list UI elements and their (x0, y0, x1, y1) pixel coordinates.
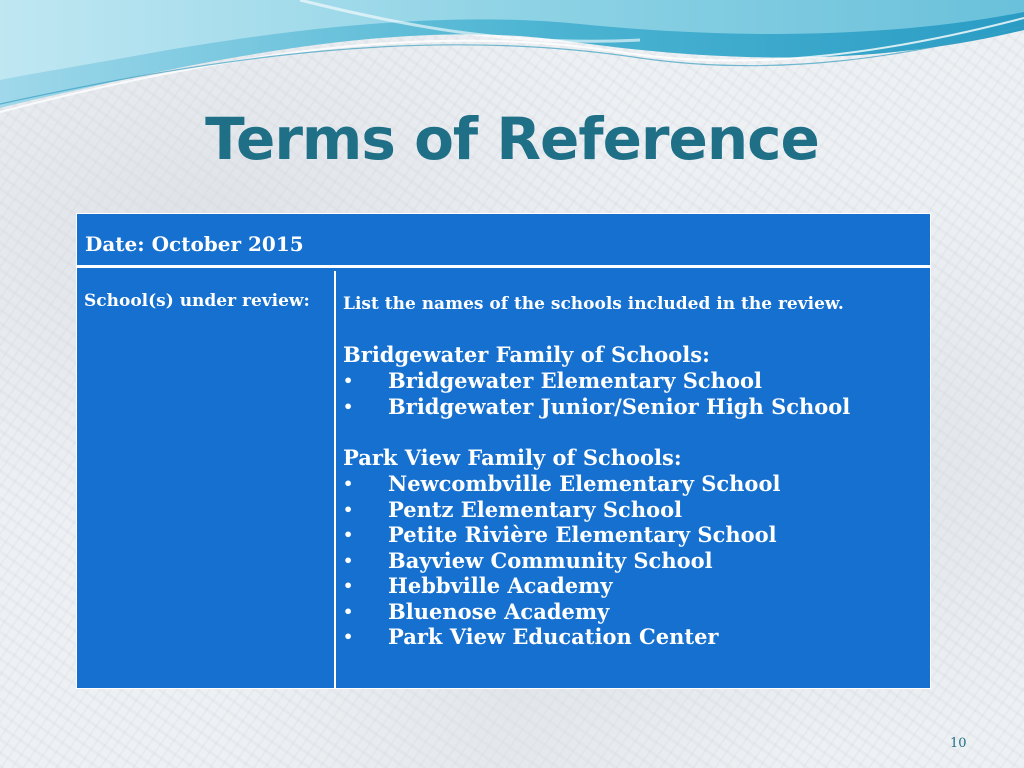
bullet-icon: • (343, 601, 354, 621)
family-park-view (343, 445, 923, 650)
bullet-icon: • (343, 499, 354, 519)
slide-title: Terms of Reference (205, 105, 819, 173)
column-divider (334, 271, 336, 689)
bullet-icon: • (343, 474, 354, 493)
header-wave-decoration (0, 0, 1024, 120)
family-bridgewater (343, 342, 923, 419)
list-item (343, 599, 923, 625)
school-name: Pentz Elementary School (388, 496, 683, 522)
date-row (77, 214, 930, 268)
bullet-icon: • (343, 576, 354, 595)
school-name: Petite Rivière Elementary School (388, 522, 777, 547)
list-item (343, 394, 923, 420)
bullet-icon: • (343, 550, 354, 570)
schools-under-review-label: School(s) under review: (84, 291, 310, 311)
bullet-icon: • (343, 371, 354, 390)
page-number: 10 (950, 736, 967, 751)
school-name: Bluenose Academy (388, 598, 610, 624)
bullet-icon: • (343, 525, 354, 544)
school-list (343, 471, 923, 650)
family-heading: Bridgewater Family of Schools: (343, 342, 710, 367)
list-item (343, 573, 923, 599)
school-name: Bayview Community School (388, 547, 713, 573)
list-item (343, 548, 923, 574)
list-item (343, 471, 923, 497)
school-name: Hebbville Academy (388, 573, 613, 598)
school-list (343, 368, 923, 419)
school-name: Bridgewater Elementary School (388, 368, 762, 393)
list-item (343, 497, 923, 523)
bullet-icon: • (343, 396, 354, 416)
schools-content-cell (343, 294, 923, 676)
list-item (343, 368, 923, 394)
terms-table (76, 213, 931, 689)
family-heading: Park View Family of Schools: (343, 445, 682, 470)
list-item (343, 624, 923, 650)
school-name: Newcombville Elementary School (388, 471, 781, 496)
list-item (343, 522, 923, 548)
school-name: Park View Education Center (388, 624, 719, 649)
date-label: Date: October 2015 (85, 232, 304, 256)
intro-text: List the names of the schools included in the review. (343, 294, 844, 314)
bullet-icon: • (343, 627, 354, 646)
school-name: Bridgewater Junior/Senior High School (388, 393, 851, 419)
